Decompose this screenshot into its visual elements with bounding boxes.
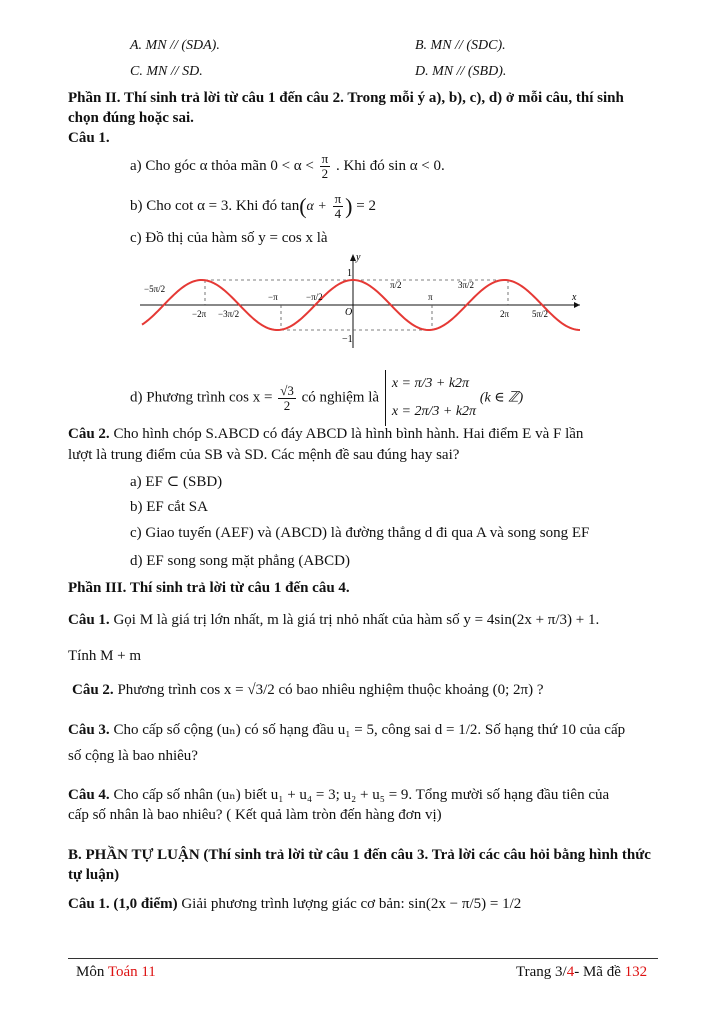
graph-label-3pi2: 3π/2 — [458, 280, 475, 290]
option-c: C. MN // SD. — [130, 64, 203, 79]
part3-q1-title: Câu 1. — [68, 612, 110, 628]
graph-label-m3pi2: −3π/2 — [218, 309, 240, 319]
footer-subject-prefix: Môn — [76, 964, 105, 980]
option-a: A. MN // (SDA). — [130, 38, 220, 53]
footer-subject — [76, 964, 156, 981]
part2-q1c: c) Đồ thị của hàm số y = cos x là — [130, 230, 328, 246]
part2-heading-line2: chọn đúng hoặc sai. — [68, 110, 194, 126]
graph-label-one: 1 — [347, 268, 352, 279]
part2-q2-text2: lượt là trung điểm của SB và SD. Các mệnh đề sau đúng hay sai? — [68, 447, 460, 463]
graph-label-pi: π — [428, 292, 433, 302]
footer-page-prefix: Trang 3/ — [516, 964, 567, 980]
part3-q1 — [68, 612, 599, 629]
part3-q3-title: Câu 3. — [68, 722, 110, 738]
part3-q3-text: Cho cấp số cộng (uₙ) có số hạng đầu u₁ = 5, công sai d = 1/2. Số hạng thứ 10 của cấp — [113, 722, 626, 738]
graph-label-m5pi2: −5π/2 — [144, 284, 166, 294]
part3-q2-text: Phương trình cos x = √3/2 có bao nhiêu nghiệm thuộc khoảng (0; 2π) ? — [117, 682, 544, 698]
footer-subject-name: Toán 11 — [107, 964, 156, 980]
graph-label-5pi2: 5π/2 — [532, 309, 549, 319]
part3-q4-text: Cho cấp số nhân (uₙ) biết u₁ + u₄ = 3; u₂ + u₅ = 9. Tổng mười số hạng đầu tiên của — [113, 787, 610, 803]
q1a-text: a) Cho góc α thỏa mãn 0 < α < — [130, 157, 314, 174]
graph-label-pi2: π/2 — [390, 280, 402, 290]
part3-heading: Phần III. Thí sinh trả lời từ câu 1 đến câu 4. — [68, 580, 350, 596]
partB-q1 — [68, 896, 521, 913]
fraction-sqrt3-2: $\frac{√3}{2}$ — [280, 382, 294, 413]
part3-q3 — [68, 720, 625, 739]
graph-label-mpi2: −π/2 — [306, 292, 323, 302]
part2-q2b: b) EF cắt SA — [130, 499, 208, 515]
part2-q2c: c) Giao tuyến (AEF) và (ABCD) là đường thẳng d đi qua A và song song EF — [130, 525, 590, 541]
footer-page — [516, 964, 647, 981]
graph-y-label: y — [356, 252, 361, 263]
part2-q2-title: Câu 2. — [68, 426, 110, 442]
q1d-solution-system — [385, 370, 476, 426]
part2-q2 — [68, 426, 583, 443]
cosine-graph — [140, 250, 585, 350]
graph-label-neg-one: −1 — [342, 334, 353, 345]
graph-origin: O — [345, 307, 353, 318]
partB-q1-text: Giải phương trình lượng giác cơ bản: sin(2x − π/5) = 1/2 — [181, 896, 522, 912]
part3-q3-text2: số cộng là bao nhiêu? — [68, 748, 198, 764]
partB-q1-title: Câu 1. (1,0 điểm) — [68, 896, 178, 912]
q1d-solution-1: x = π/3 + k2π — [391, 376, 470, 391]
partB-heading: B. PHẦN TỰ LUẬN (Thí sinh trả lời từ câu 1 đến câu 3. Trả lời các câu hỏi bằng hình thức — [68, 847, 651, 863]
part3-q4-title: Câu 4. — [68, 787, 110, 803]
option-b: B. MN // (SDC). — [415, 38, 506, 53]
footer-code: 132 — [624, 964, 648, 980]
fraction-pi-4: $\frac{\pi}{4}$ — [334, 191, 342, 221]
part2-q2a: a) EF ⊂ (SBD) — [130, 474, 223, 490]
q1d-text-mid: có nghiệm là — [301, 389, 380, 406]
part3-q4 — [68, 785, 609, 804]
q1d-k-domain: (k ∈ ℤ) — [479, 390, 524, 406]
part3-q2 — [72, 682, 544, 699]
part2-q1b: b) Cho cot α = 3. Khi đó tan(α + $\frac{\pi}{4}$ ) = 2 — [130, 191, 376, 221]
graph-label-m2pi: −2π — [192, 309, 207, 319]
option-d: D. MN // (SBD). — [415, 64, 507, 79]
part2-q2d: d) EF song song mặt phẳng (ABCD) — [130, 553, 350, 569]
q1d-solution-2: x = 2π/3 + k2π — [391, 404, 477, 419]
graph-label-mpi: −π — [268, 292, 278, 302]
part3-q1-text: Gọi M là giá trị lớn nhất, m là giá trị nhỏ nhất của hàm số y = 4sin(2x + π/3) + 1. — [113, 612, 600, 628]
q1b-alpha: α + — [306, 198, 327, 214]
graph-x-label: x — [572, 292, 577, 303]
graph-label-2pi: 2π — [500, 309, 510, 319]
part2-heading: Phần II. Thí sinh trả lời từ câu 1 đến câu 2. Trong mỗi ý a), b), c), d) ở mỗi câu, thí sinh — [68, 90, 624, 106]
part2-q1d — [130, 370, 523, 426]
footer-code-label: - Mã đề — [574, 964, 621, 980]
footer-page-total: 4 — [566, 964, 575, 980]
q1a-text-end: . Khi đó sin α < 0. — [335, 157, 445, 174]
partB-heading-line2: tự luận) — [68, 867, 120, 883]
q1d-text: d) Phương trình cos x = — [130, 389, 273, 406]
q1b-result: = 2 — [356, 197, 376, 214]
part2-q2-text: Cho hình chóp S.ABCD có đáy ABCD là hình bình hành. Hai điểm E và F lần — [113, 426, 584, 442]
fraction-pi-2: $\frac{\pi}{2}$ — [321, 151, 329, 181]
part2-q1-title: Câu 1. — [68, 130, 110, 146]
part3-q2-title: Câu 2. — [72, 682, 114, 698]
part2-q1a — [130, 152, 445, 181]
part3-q1-text2: Tính M + m — [68, 648, 142, 664]
q1b-text: b) Cho cot α = 3. Khi đó tan — [130, 197, 300, 214]
footer-divider — [68, 958, 658, 959]
part3-q4-text2: cấp số nhân là bao nhiêu? ( Kết quả làm tròn đến hàng đơn vị) — [68, 807, 442, 823]
